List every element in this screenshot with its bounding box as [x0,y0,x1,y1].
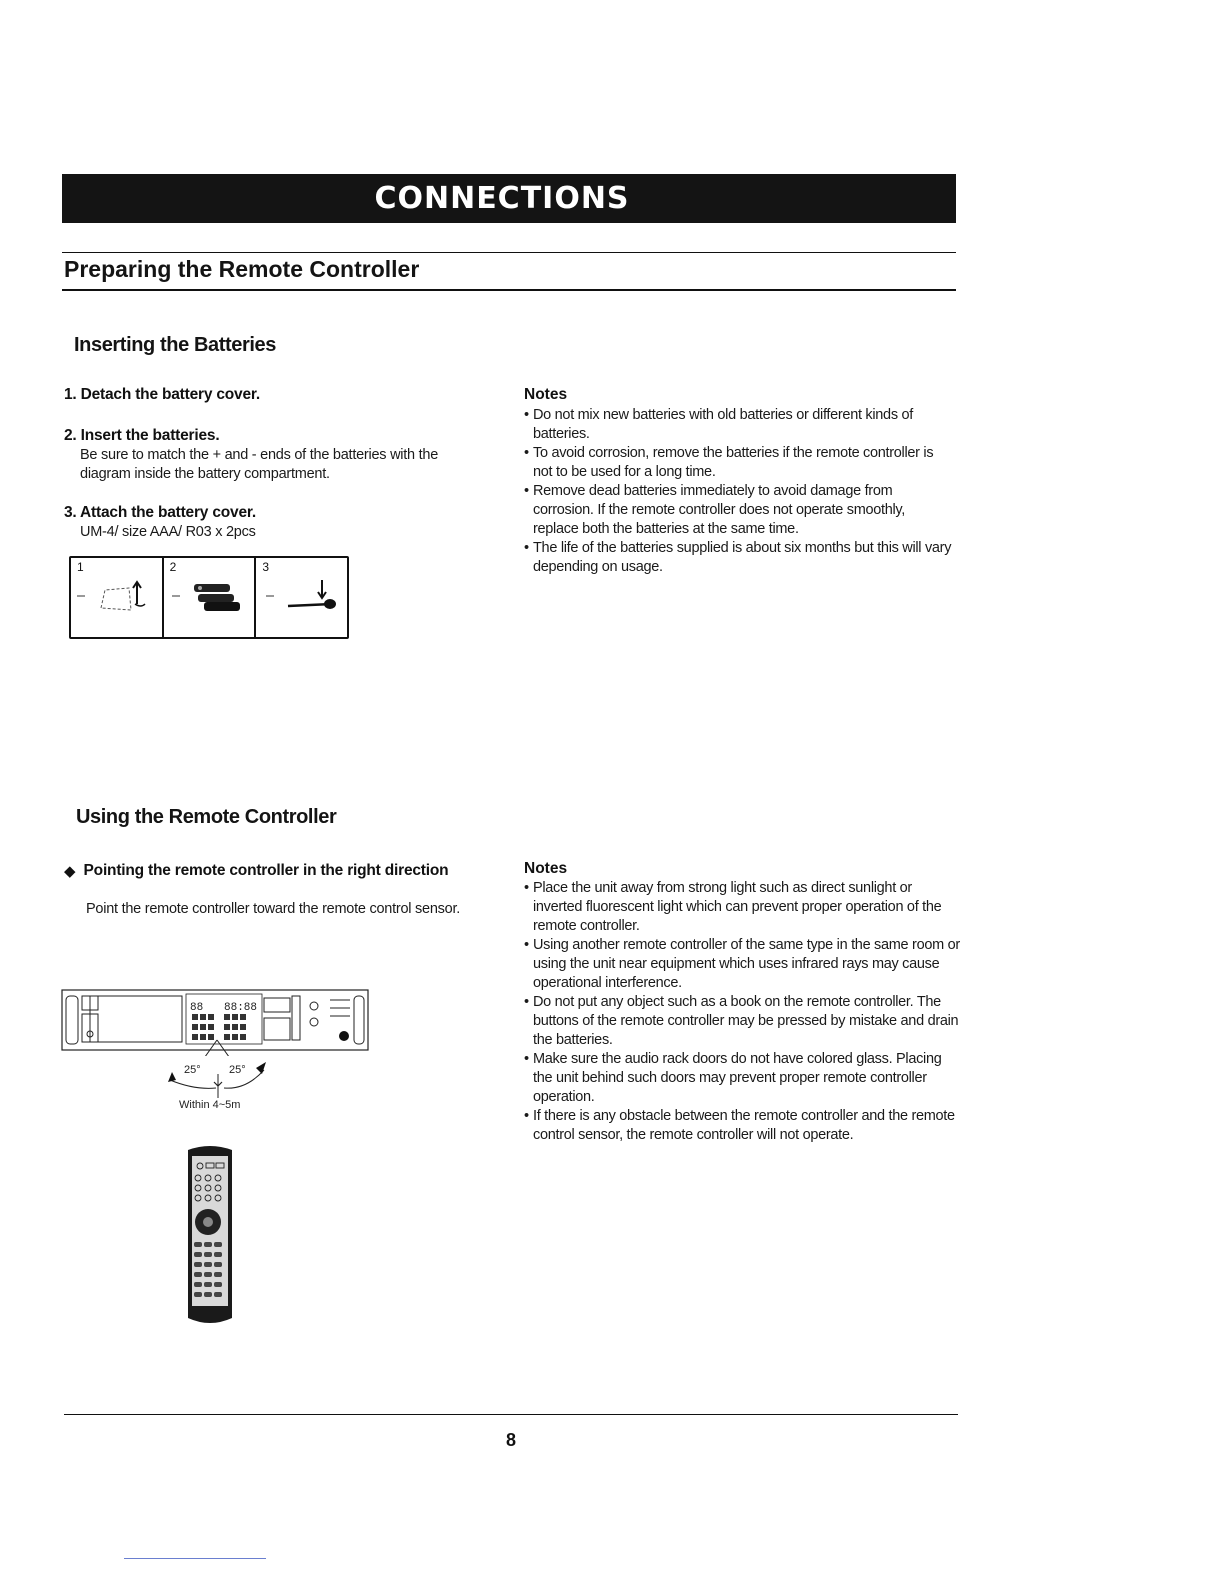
remote-notes-list [524,879,960,1145]
pointing-title: Pointing the remote controller in the right direction [83,862,449,879]
footer-rule [64,1414,958,1415]
battery-diagram [69,556,349,639]
note-item: • Remove dead batteries immediately to avoid damage from corrosion. If the remote controller does not operate smoothly, replace both the batteries at the same time. [524,482,954,539]
pointing-body: Point the remote controller toward the remote control sensor. [86,901,461,917]
panel-number: 1 [77,560,84,574]
step-3-title: 3. Attach the battery cover. [64,504,256,521]
insert-batteries-illustration [164,558,254,633]
note-item: • To avoid corrosion, remove the batteries if the remote controller is not to be used for a long time. [524,444,954,482]
svg-text:88: 88 [190,1002,204,1014]
range-label: Within 4~5m [179,1099,241,1111]
note-item: • Make sure the audio rack doors do not have colored glass. Placing the unit behind such doors may prevent proper remote controller operation. [524,1050,960,1107]
step-2-body: Be sure to match the + and - ends of the batteries with the diagram inside the battery compartment. [80,447,439,482]
battery-panel-3 [254,558,347,637]
battery-notes-heading: Notes [524,386,568,403]
note-item: • The life of the batteries supplied is about six months but this will vary depending on usage. [524,539,954,577]
step-2-title: 2. Insert the batteries. [64,427,220,444]
bottom-link-underline [124,1558,266,1559]
section-title: Preparing the Remote Controller [64,256,420,282]
cover-detach-illustration [71,558,161,633]
remote-controller-illustration [186,1142,234,1328]
battery-panel-2 [162,558,255,637]
inserting-heading: Inserting the Batteries [74,334,276,356]
note-item: • If there is any obstacle between the remote controller and the remote control sensor, the remote controller will not operate. [524,1107,960,1145]
svg-text:88:88: 88:88 [224,1002,258,1014]
using-heading: Using the Remote Controller [76,806,337,828]
remote-notes-heading: Notes [524,860,568,877]
note-item: • Place the unit away from strong light such as direct sunlight or inverted fluorescent light which can prevent proper operation of the remote controller. [524,879,960,936]
battery-panel-1 [71,558,162,637]
step-1-title: 1. Detach the battery cover. [64,386,260,403]
section-top-rule [62,252,956,253]
step-3-body: UM-4/ size AAA/ R03 x 2pcs [80,524,256,540]
pointing-title-row [64,862,448,880]
note-item: • Using another remote controller of the same type in the same room or using the unit near equipment which uses infrared rays may cause operational interference. [524,936,960,993]
header-banner [62,174,956,223]
cover-attach-illustration [256,558,346,633]
battery-notes-list [524,406,954,577]
note-item: • Do not mix new batteries with old batteries or different kinds of batteries. [524,406,954,444]
page-number: 8 [506,1430,517,1450]
note-item: • Do not put any object such as a book on the remote controller. The buttons of the remote controller may be pressed by mistake and drain the batteries. [524,993,960,1050]
panel-number: 3 [262,560,270,574]
angle-left-label: 25° [184,1064,201,1076]
section-bottom-rule [62,289,956,291]
diamond-bullet-icon: ◆ [64,863,76,880]
angle-diagram [164,1046,274,1102]
page-title: CONNECTIONS [374,181,630,216]
angle-right-label: 25° [229,1064,246,1076]
panel-number: 2 [169,560,177,574]
